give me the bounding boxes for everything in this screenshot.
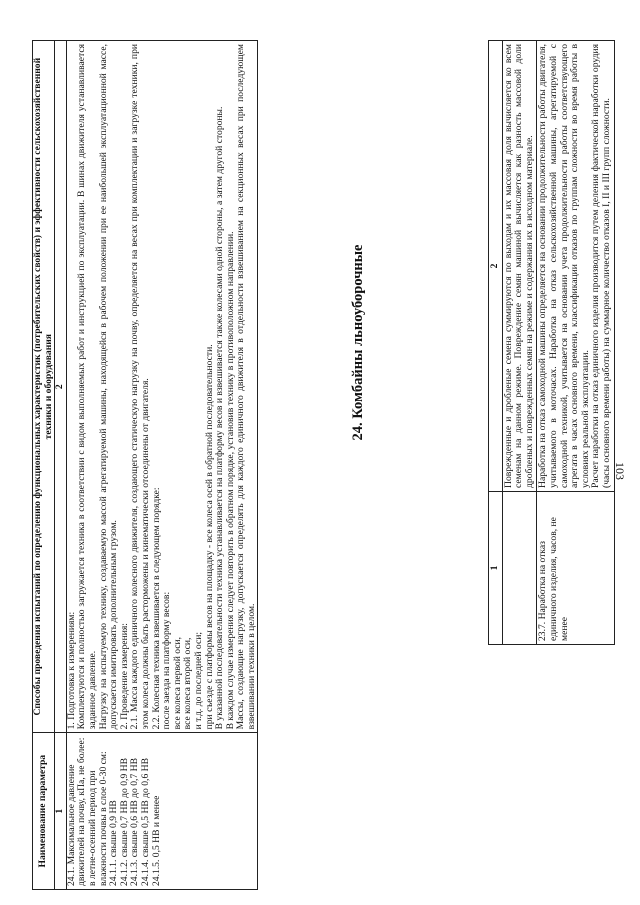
- header-parameter-name: Наименование параметра: [33, 733, 55, 890]
- method-line: при съезде с платформы весов на площадку - все колеса осей в обратной последовательности.: [203, 344, 215, 730]
- param-line: в летне-осенний период при влажности почвы в слое 0-30 см:: [86, 751, 109, 886]
- column-numbers-row: [55, 41, 67, 890]
- method-line: и т.д. до последней оси;: [192, 631, 204, 730]
- method-paragraph: Наработка на отказ самоходной машины определяется на основании продолжительности работы двигателя, учитываемого в моточасах. Наработка на отказ сельскохозяйственной машины, агрегатируемой с самоходной техникой, учитывается на основании учета продолжительности работы соответствующего агрегата в часах основного времени, классификации отказов по группам сложности во время работы в условиях реальной эксплуатации.: [537, 44, 591, 488]
- col-number-1: 1: [55, 733, 67, 890]
- method-line: 1. Подготовка к измерениям:: [65, 611, 77, 730]
- method-line: после заезда на платформу весов:: [161, 591, 173, 730]
- method-line: В указанной последовательности техника устанавливается на платформу весов и взвешивается также колесами одной стороны, а затем другой стороны.: [214, 106, 226, 730]
- method-line: все колеса первой оси,: [171, 636, 183, 730]
- param-line: 24.1.1. свыше 0,9 НВ: [108, 800, 120, 886]
- method-line: 2.2. Колесная техника взвешивается в следующем порядке:: [150, 487, 162, 730]
- col-number-2: 2: [489, 41, 503, 492]
- continued-table: [488, 40, 615, 645]
- col-number-1: 1: [489, 491, 503, 644]
- table-row: [502, 41, 537, 645]
- table-header-row: [33, 41, 55, 890]
- method-line: 2.1. Масса каждого единичного колесного движителя, создающего статическую нагрузку на почву, определяется на весах при комплектации и загрузке техники, при этом колеса должны быть расторможены и кинематически отсоединены от двигателя.: [129, 44, 151, 730]
- method-cell: [537, 41, 614, 492]
- table-header-row: [489, 41, 503, 645]
- method-cell: Поврежденные и дробленые семена суммируются по выходам и их массовая доля вычисляется ко всем семенам на данном режиме. Повреждение семян машиной вычисляется как разность массовой доли дробленых и поврежденных семян на режиме и содержания их в исходном материале.: [502, 41, 537, 492]
- flax-harvester-table: [32, 40, 258, 890]
- method-line: Массы, создающие нагрузку, допускается определять для каждого единичного движителя в отдельности взвешиванием на секционных весах при последующем взвешивании техники в целом.: [235, 44, 257, 730]
- page-number: 103: [613, 462, 627, 480]
- method-line: все колеса второй оси,: [182, 637, 194, 730]
- method-line: Нагрузку на испытуемую технику, создаваемую массой агрегатируемой машины, находящейся в рабочем положении при ее наибольшей эксплуатационной массе, допускается имитировать дополнительным грузом.: [97, 44, 120, 730]
- section-title: 24. Комбайны льноуборочные: [350, 244, 366, 441]
- table-row: [537, 41, 614, 645]
- param-line: 24.1.3. свыше 0,6 НВ до 0,7 НВ: [129, 758, 141, 886]
- table-row: [66, 41, 258, 890]
- method-line: В каждом случае измерения следует повторить в обратном порядке, установив технику в противоположном направлении.: [224, 231, 236, 730]
- header-test-methods: Способы проведения испытаний по определению функциональных характеристик (потребительских свойств) и эффективности сельскохозяйственной техники и оборудования: [33, 41, 55, 733]
- method-cell: [66, 41, 258, 733]
- method-line: Комплектуются и полностью загружается техника в соответствии с видом выполняемых работ и инструкцией по эксплуатации. В шинах движителя устанавливается заданное давление.: [76, 44, 98, 730]
- method-paragraph: Расчет наработки на отказ единичного изделия производится путем деления фактической наработки орудия (часы основного времени работы) на суммарное количество отказов I, II и III групп сложности.: [590, 44, 612, 488]
- param-line: 24.1. Максимальное давление движителей на почву, кПа, не более:: [65, 737, 88, 886]
- param-line: 24.1.2. свыше 0,7 НВ до 0,9 НВ: [118, 758, 130, 886]
- param-cell: 23.7. Наработка на отказ единичного изделия, часов, не менее: [537, 491, 614, 644]
- param-line: 24.1.4. свыше 0,5 НВ до 0,6 НВ: [139, 758, 151, 886]
- col-number-2: 2: [55, 41, 67, 733]
- method-line: 2. Проведение измерения:: [118, 623, 130, 730]
- param-cell: [66, 733, 258, 890]
- param-line: 24.1.5. 0,5 НВ и менее: [150, 795, 162, 886]
- param-cell: [502, 491, 537, 644]
